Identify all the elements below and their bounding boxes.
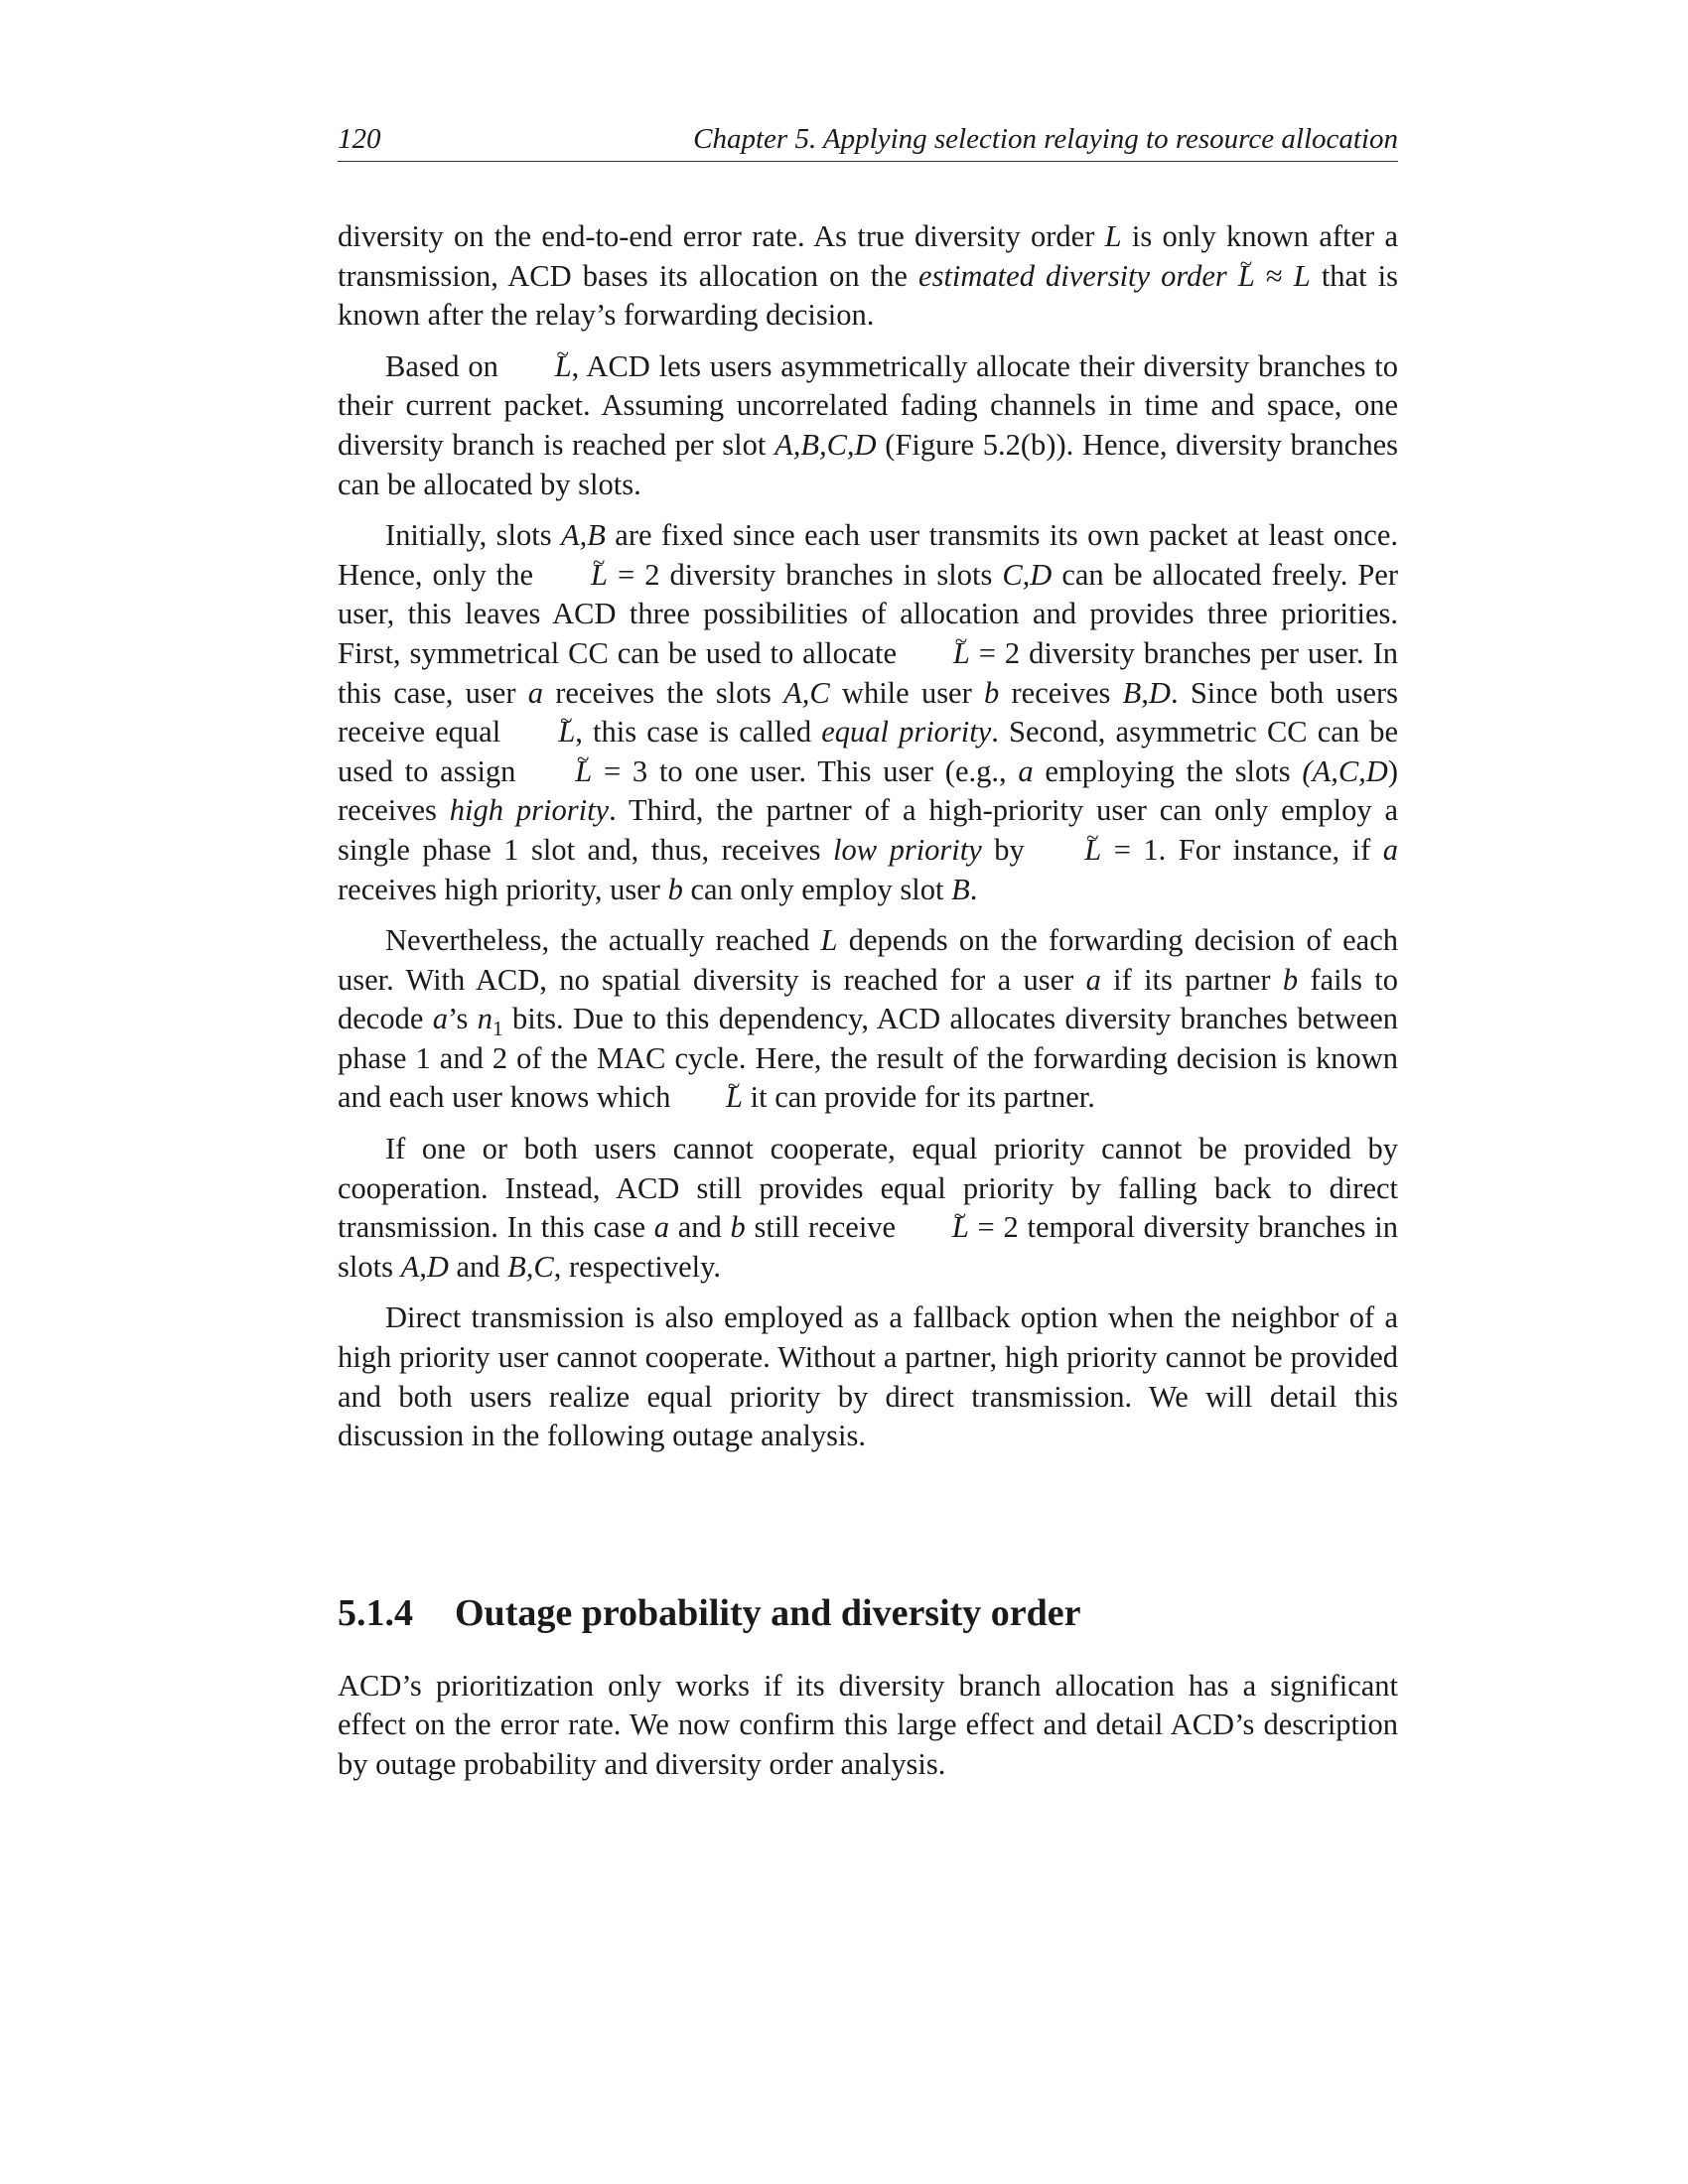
text-run: diversity branches per user. In this case, user — [338, 635, 1399, 710]
math-a: a — [1382, 832, 1398, 867]
text-run: and — [669, 1210, 731, 1245]
math-a: a — [432, 1002, 448, 1036]
text-run: ’s — [447, 1002, 478, 1036]
text-run: diversity branches in slots — [659, 557, 1003, 592]
text-run: depends on the forwarding decision of each user. With ACD, no spatial diversity is reached for a user — [338, 923, 1398, 997]
text-run: , this case is called — [575, 715, 822, 750]
text-run: and — [448, 1249, 508, 1284]
text-run: Nevertheless, the actually reached — [385, 923, 821, 958]
text-run: are fixed since each user transmits its own packet at least once. Hence, only the — [338, 518, 1398, 592]
math-slot: B — [951, 872, 970, 906]
math-eq: = 1 — [1101, 832, 1159, 867]
text-run: still receive — [745, 1210, 905, 1245]
math-L-tilde: ~ L — [678, 1078, 743, 1118]
text-run: Initially, slots — [385, 518, 561, 553]
text-run: to one user. This user (e.g., — [647, 753, 1019, 788]
text-run: employing the slots — [1033, 753, 1303, 788]
text-run: receives high priority, user — [338, 872, 668, 906]
math-a: a — [653, 1210, 670, 1245]
text-run: temporal diversity branches in slots — [338, 1210, 1398, 1284]
text-run: can only employ slot — [682, 872, 952, 906]
text-run: Based on — [385, 348, 507, 383]
text-run: by — [981, 832, 1038, 867]
text-run: if its partner — [1100, 962, 1283, 997]
math-slots: C,D — [1002, 557, 1053, 592]
text-run: fails to decode — [338, 962, 1398, 1036]
math-L-tilde: ~ L — [1037, 831, 1101, 871]
emphasis: equal priority — [821, 715, 992, 750]
paragraph-5 — [338, 1130, 1398, 1287]
chapter-title: Chapter 5. Applying selection relaying to resource allocation — [693, 123, 1398, 155]
math-L: L — [1293, 258, 1311, 293]
text-run: that is known after the relay’s forwarding decision. — [338, 258, 1398, 333]
math-b: b — [730, 1210, 746, 1245]
math-slots: A,D — [400, 1249, 449, 1284]
math-approx: ≈ — [1254, 258, 1294, 293]
text-run: (Figure 5.2(b)). Hence, diversity branches can be allocated by slots. — [338, 427, 1398, 501]
body-text — [338, 217, 1398, 1456]
text-run: . — [969, 872, 978, 906]
math-eq: = 2 — [608, 557, 660, 592]
section-title: Outage probability and diversity order — [455, 1591, 1081, 1634]
text-run: can be allocated freely. Per user, this leaves ACD three possibilities of allocation and provides three priorities. First, symmetrical CC can be used to allocate — [338, 557, 1398, 670]
math-b: b — [667, 872, 683, 906]
math-slots: (A,C,D — [1302, 753, 1388, 788]
math-L-tilde: ~ L — [1238, 257, 1255, 297]
math-a: a — [1085, 962, 1101, 997]
math-slots: A,B — [560, 518, 606, 553]
math-b: b — [984, 675, 1000, 710]
running-head — [338, 121, 1398, 162]
text-run: . Since both users receive equal — [338, 675, 1399, 750]
text-run: while user — [829, 675, 985, 710]
text-run: If one or both users cannot cooperate, equal priority cannot be provided by cooperation. Instead, ACD still provides equal priority by falling back to direct transmission. In this case — [338, 1132, 1398, 1245]
page — [338, 121, 1398, 1797]
section-number: 5.1.4 — [338, 1591, 413, 1634]
paragraph-6: Direct transmission is also employed as a fallback option when the neighbor of a high priority user cannot cooperate. Without a partner, high priority cannot be provided and both users realize equal priority by direct transmission. We will detail this discussion in the following outage analysis. — [338, 1300, 1398, 1453]
math-slots: A,C — [783, 675, 830, 710]
emphasis: estimated diversity order — [918, 258, 1227, 293]
paragraph-3 — [338, 516, 1398, 909]
text-run: receives — [999, 675, 1123, 710]
math-a: a — [527, 675, 543, 710]
emphasis: low priority — [833, 832, 982, 867]
math-L-tilde: ~ L — [543, 556, 608, 596]
math-L-tilde: ~ L — [527, 752, 592, 792]
section-heading — [338, 1589, 1398, 1637]
math-L: L — [820, 923, 838, 958]
text-run: , ACD lets users asymmetrically allocate their diversity branches to their current packet. Assuming uncorrelated fading channels in time and space, one diversity branch is reached per slot — [338, 348, 1398, 462]
math-b: b — [1282, 962, 1299, 997]
paragraph-2 — [338, 347, 1398, 504]
math-L-tilde: ~ L — [510, 713, 575, 752]
page-number: 120 — [338, 123, 381, 155]
section-paragraph: ACD’s prioritization only works if its diversity branch allocation has a significant effect on the error rate. We now confirm this large effect and detail ACD’s description by outage probability and diversity order analysis. — [338, 1668, 1398, 1781]
math-a: a — [1018, 753, 1034, 788]
math-eq: = 3 — [592, 753, 648, 788]
text-run: ) receives — [338, 753, 1398, 828]
math-n: n — [477, 1002, 492, 1036]
math-slots: B,D — [1122, 675, 1171, 710]
text-run: . Third, the partner of a high-priority user can only employ a single phase 1 slot and, thus, receives — [338, 793, 1399, 867]
text-run: . For instance, if — [1158, 832, 1383, 867]
math-eq: = 2 — [968, 1210, 1019, 1245]
text-run: diversity on the end-to-end error rate. As true diversity order — [338, 219, 1105, 253]
math-slots: B,C — [507, 1249, 554, 1284]
math-slots: A,B,C,D — [774, 427, 877, 462]
text-run: is only known after a transmission, ACD bases its allocation on the — [338, 219, 1398, 293]
math-eq: = 2 — [969, 635, 1021, 670]
text-run: bits. Due to this dependency, ACD allocates diversity branches between phase 1 and 2 of the MAC cycle. Here, the result of the forwarding decision is known and each user knows which — [338, 1002, 1398, 1115]
math-L: L — [1104, 219, 1122, 253]
math-L-tilde: ~ L — [905, 1208, 969, 1248]
paragraph-1 — [338, 217, 1398, 336]
emphasis: high priority — [449, 793, 610, 828]
text-run: receives the slots — [542, 675, 784, 710]
math-L-tilde: ~ L — [507, 347, 572, 387]
text-run: , respectively. — [553, 1249, 722, 1284]
text-run: . Second, asymmetric CC can be used to assign — [338, 715, 1398, 788]
math-subscript: 1 — [492, 1017, 503, 1041]
text-run: it can provide for its partner. — [743, 1080, 1095, 1115]
paragraph-4 — [338, 921, 1398, 1118]
math-L-tilde: ~ L — [906, 634, 970, 674]
